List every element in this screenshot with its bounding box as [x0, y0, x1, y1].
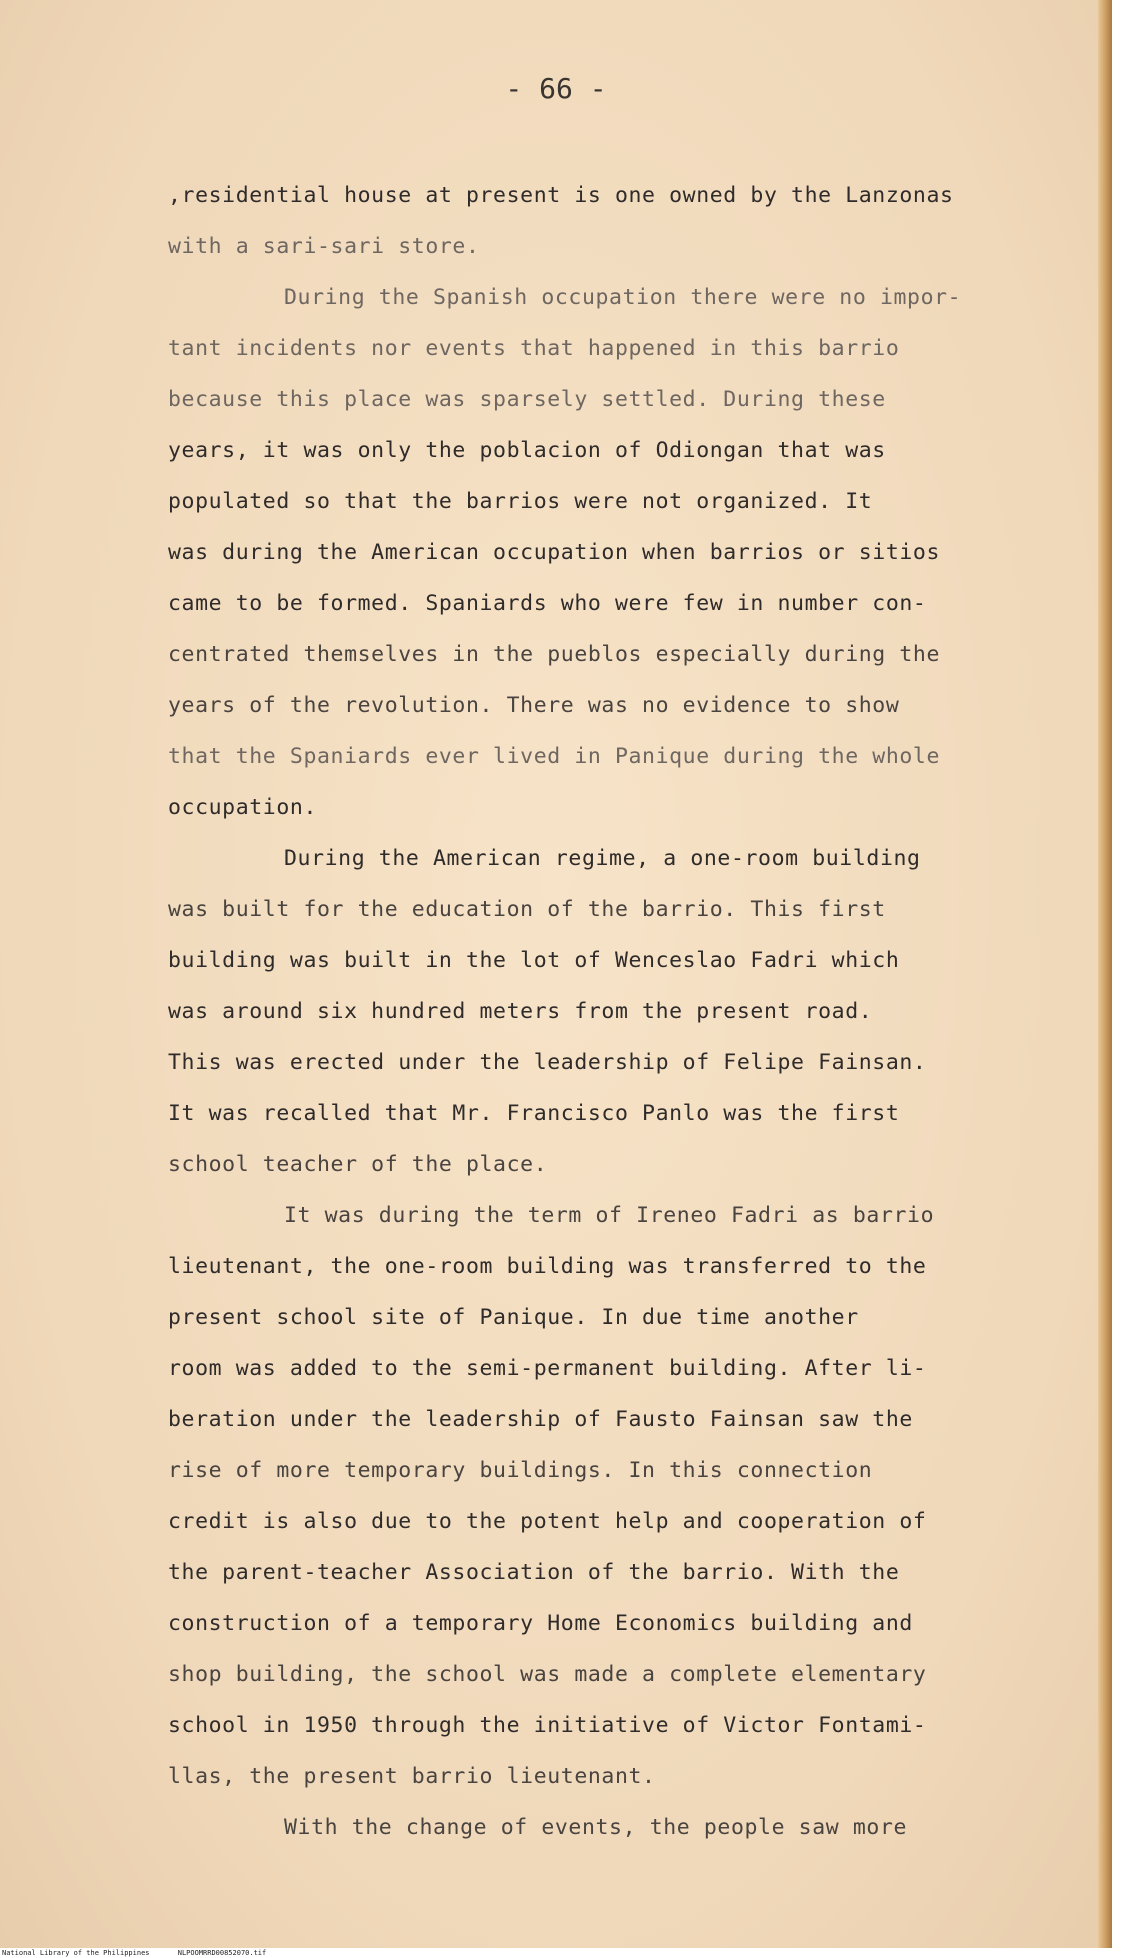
text-line: credit is also due to the potent help and cooperation of [168, 1509, 927, 1534]
footer-filename: NLPOOMRRD00852070.tif [177, 1949, 267, 1957]
text-line: building was built in the lot of Wenceslao Fadri which [168, 948, 900, 973]
text-line: with a sari-sari store. [168, 234, 480, 259]
text-line: school in 1950 through the initiative of Victor Fontami- [168, 1713, 927, 1738]
text-line: occupation. [168, 795, 317, 820]
text-line: school teacher of the place. [168, 1152, 548, 1177]
text-line: During the American regime, a one-room building [284, 846, 921, 871]
text-line: rise of more temporary buildings. In this connection [168, 1458, 873, 1483]
text-line: came to be formed. Spaniards who were few in number con- [168, 591, 927, 616]
text-line: During the Spanish occupation there were no impor- [284, 285, 962, 310]
text-line: present school site of Panique. In due time another [168, 1305, 859, 1330]
text-line: shop building, the school was made a complete elementary [168, 1662, 927, 1687]
text-line: because this place was sparsely settled. During these [168, 387, 886, 412]
text-line: llas, the present barrio lieutenant. [168, 1764, 656, 1789]
text-line: centrated themselves in the pueblos especially during the [168, 642, 941, 667]
text-line: tant incidents nor events that happened in this barrio [168, 336, 900, 361]
text-line: It was during the term of Ireneo Fadri as barrio [284, 1203, 935, 1228]
text-line: years of the revolution. There was no evidence to show [168, 693, 900, 718]
text-line: It was recalled that Mr. Francisco Panlo was the first [168, 1101, 900, 1126]
text-line: years, it was only the poblacion of Odiongan that was [168, 438, 886, 463]
page-number: - 66 - [505, 72, 607, 105]
text-line: was built for the education of the barrio. This first [168, 897, 886, 922]
text-line: lieutenant, the one-room building was transferred to the [168, 1254, 927, 1279]
text-line: construction of a temporary Home Economics building and [168, 1611, 913, 1636]
text-line: room was added to the semi-permanent building. After li- [168, 1356, 927, 1381]
text-line: was around six hundred meters from the present road. [168, 999, 873, 1024]
text-line: that the Spaniards ever lived in Panique during the whole [168, 744, 941, 769]
footer-library: National Library of the Philippines [2, 1949, 150, 1957]
text-line: ,residential house at present is one owned by the Lanzonas [168, 183, 954, 208]
text-line: With the change of events, the people saw more [284, 1815, 908, 1840]
scan-footer [0, 1948, 1128, 1958]
text-line: populated so that the barrios were not organized. It [168, 489, 873, 514]
page-edge [1098, 0, 1112, 1948]
text-line: the parent-teacher Association of the barrio. With the [168, 1560, 900, 1585]
body-text [168, 170, 1048, 1853]
text-line: was during the American occupation when barrios or sitios [168, 540, 941, 565]
text-line: This was erected under the leadership of Felipe Fainsan. [168, 1050, 927, 1075]
text-line: beration under the leadership of Fausto Fainsan saw the [168, 1407, 913, 1432]
